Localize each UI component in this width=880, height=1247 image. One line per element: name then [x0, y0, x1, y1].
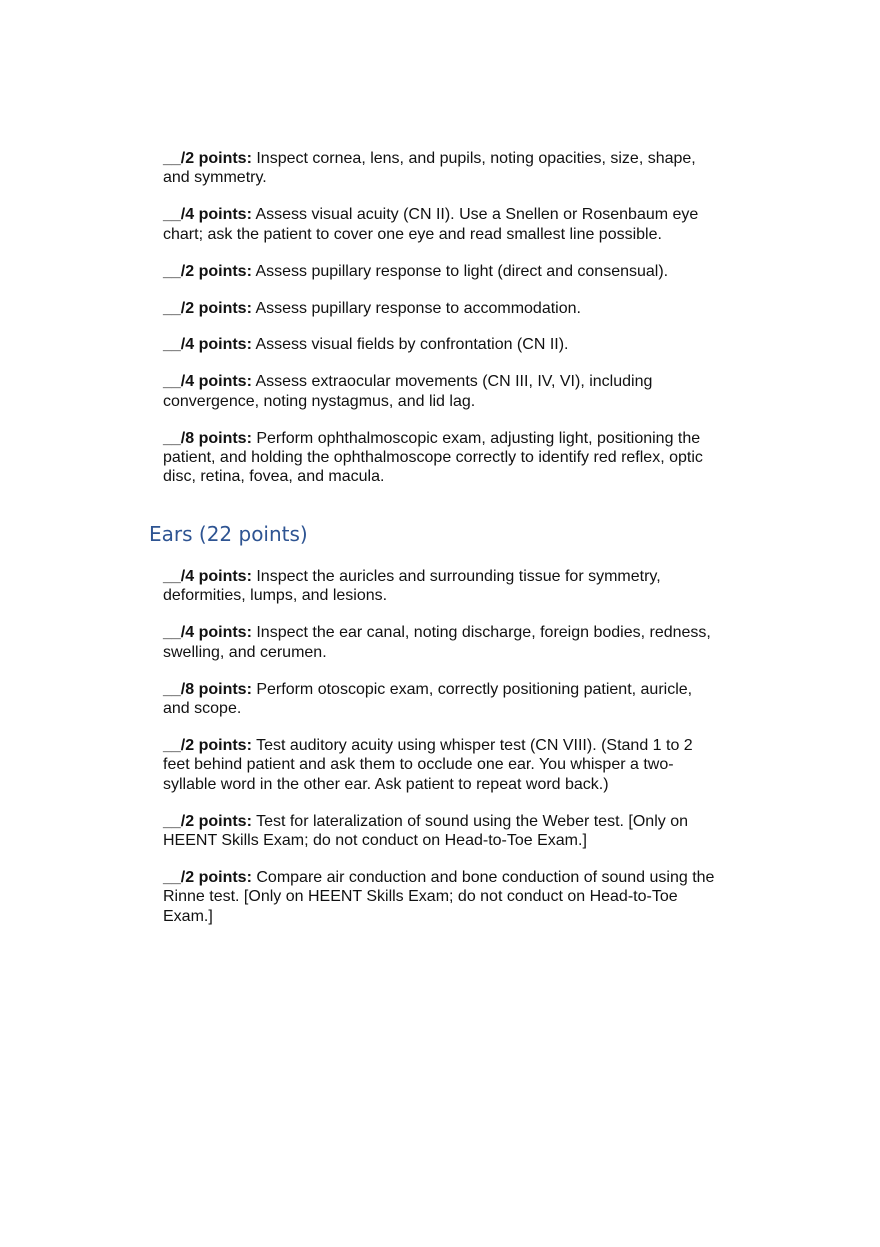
checklist-item-extraocular	[163, 372, 723, 411]
item-text: Compare air conduction and bone conduction of sound using the Rinne test. [Only on HEENT Skills Exam; do not conduct on Head-to-Toe Exam.]	[163, 868, 715, 925]
checklist-item-ear-canal	[163, 623, 723, 662]
checklist-item-rinne-test	[163, 868, 723, 926]
checklist-item-weber-test	[163, 812, 723, 851]
points-label: __/4 points:	[163, 568, 252, 585]
checklist-item-whisper-test	[163, 736, 723, 794]
eyes-section	[0, 149, 880, 504]
checklist-item-auricles	[163, 567, 723, 606]
item-text: Test auditory acuity using whisper test (CN VIII). (Stand 1 to 2 feet behind patient and ask them to occlude one ear. You whisper a two-syllable word in the other ear. Ask patient to repeat word back.)	[163, 736, 693, 793]
item-text: Assess visual acuity (CN II). Use a Snellen or Rosenbaum eye chart; ask the patient to cover one eye and read smallest line possible.	[163, 206, 699, 243]
checklist-item-visual-fields	[163, 335, 723, 354]
checklist-item-pupil-light	[163, 262, 723, 281]
ears-heading: Ears (22 points)	[149, 522, 308, 546]
points-label: __/4 points:	[163, 336, 252, 354]
item-text: Perform ophthalmoscopic exam, adjusting light, positioning the patient, and holding the ophthalmoscope correctly to identify red reflex, optic disc, retina, fovea, and macula.	[163, 429, 703, 486]
checklist-item-pupil-accommodation	[163, 299, 723, 318]
checklist-item-cornea	[163, 149, 723, 188]
points-label: __/2 points:	[163, 868, 252, 886]
points-label: __/2 points:	[163, 150, 252, 167]
checklist-item-visual-acuity	[163, 205, 723, 244]
points-label: __/2 points:	[163, 736, 252, 754]
item-text: Perform otoscopic exam, correctly positioning patient, auricle, and scope.	[163, 680, 693, 718]
points-label: __/2 points:	[163, 299, 252, 317]
points-label: __/8 points:	[163, 429, 252, 447]
points-label: __/2 points:	[163, 812, 252, 830]
points-label: __/8 points:	[163, 680, 252, 698]
points-label: __/2 points:	[163, 262, 252, 280]
ears-section	[0, 520, 880, 944]
item-text: Assess visual fields by confrontation (CN II).	[255, 336, 569, 354]
points-label: __/4 points:	[163, 624, 252, 642]
item-text: Test for lateralization of sound using the Weber test. [Only on HEENT Skills Exam; do not conduct on Head-to-Toe Exam.]	[163, 812, 688, 850]
item-text: Inspect the ear canal, noting discharge, foreign bodies, redness, swelling, and cerumen.	[163, 624, 711, 661]
item-text: Inspect cornea, lens, and pupils, noting opacities, size, shape, and symmetry.	[163, 150, 696, 187]
checklist-item-ophthalmoscopic	[163, 429, 723, 487]
item-text: Assess extraocular movements (CN III, IV, VI), including convergence, noting nystagmus, and lid lag.	[163, 373, 653, 410]
points-label: __/4 points:	[163, 206, 252, 224]
checklist-item-otoscopic	[163, 680, 723, 719]
item-text: Inspect the auricles and surrounding tissue for symmetry, deformities, lumps, and lesions.	[163, 568, 661, 605]
item-text: Assess pupillary response to light (direct and consensual).	[255, 262, 669, 280]
item-text: Assess pupillary response to accommodation.	[255, 299, 581, 317]
points-label: __/4 points:	[163, 373, 252, 391]
